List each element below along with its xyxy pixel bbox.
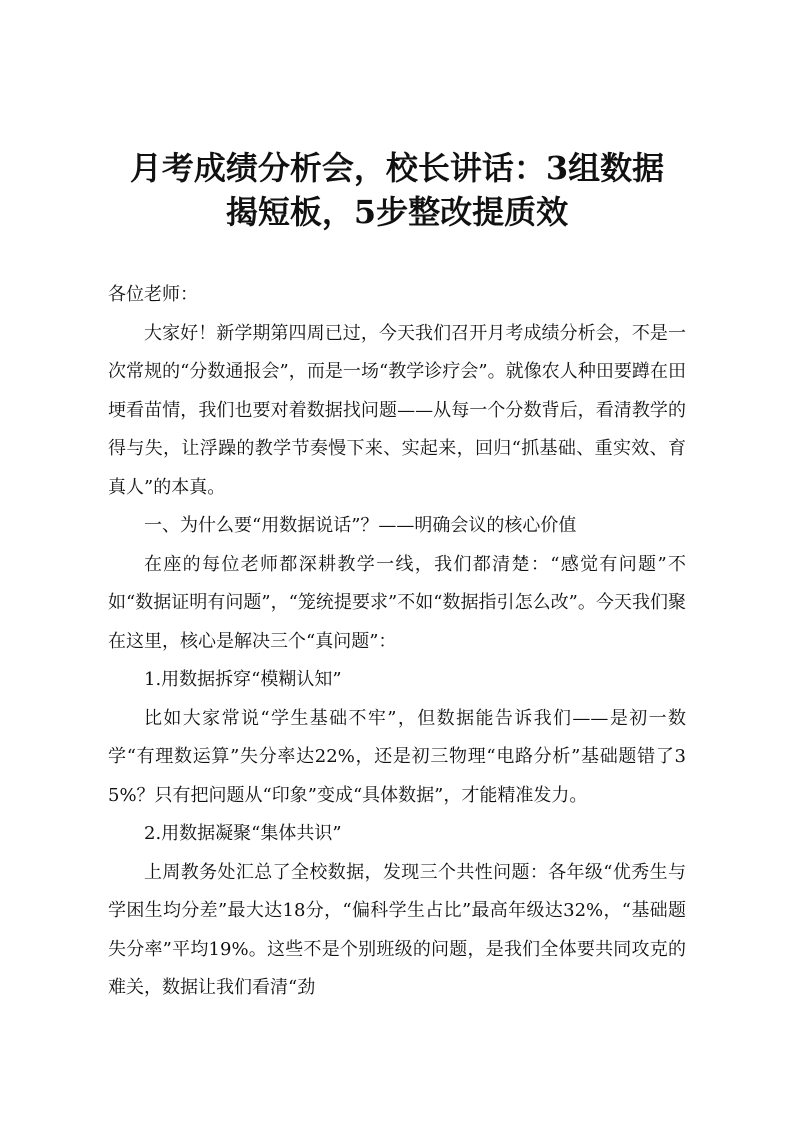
salutation: 各位老师： xyxy=(108,284,198,305)
subheading-2: 2.用数据凝聚“集体共识” xyxy=(144,823,342,844)
section-heading-1: 一、为什么要“用数据说话”？——明确会议的核心价值 xyxy=(144,515,577,536)
paragraph-intro: 大家好！新学期第四周已过，今天我们召开月考成绩分析会，不是一次常规的“分数通报会”，而是一场“教学诊疗会”。就像农人种田要蹲在田埂看苗情，我们也要对着数据找问题——从每一个分数背后，看清教学的得与失，让浮躁的教学节奏慢下来、实起来，回归“抓基础、重实效、育真人”的本真。 xyxy=(108,322,686,498)
document-title xyxy=(108,0,686,234)
subheading-1: 1.用数据拆穿“模糊认知” xyxy=(144,669,342,690)
document-page xyxy=(108,0,686,1008)
paragraph-consensus: 上周教务处汇总了全校数据，发现三个共性问题：各年级“优秀生与学困生均分差”最大达18分，“偏科学生占比”最高年级达32%，“基础题失分率”平均19%。这些不是个别班级的问题，是我们全体要共同攻克的难关，数据让我们看清“劲 xyxy=(108,861,686,998)
title-line-1: 月考成绩分析会，校长讲话：3组数据 xyxy=(129,149,665,187)
title-line-2: 揭短板，5步整改提质效 xyxy=(225,193,569,231)
paragraph-example: 比如大家常说“学生基础不牢”，但数据能告诉我们——是初一数学“有理数运算”失分率达22%，还是初三物理“电路分析”基础题错了35%？只有把问题从“印象”变成“具体数据”，才能精准发力。 xyxy=(108,707,686,806)
document-body xyxy=(108,276,686,1008)
paragraph-core-value: 在座的每位老师都深耕教学一线，我们都清楚：“感觉有问题”不如“数据证明有问题”，“笼统提要求”不如“数据指引怎么改”。今天我们聚在这里，核心是解决三个“真问题”： xyxy=(108,553,686,652)
